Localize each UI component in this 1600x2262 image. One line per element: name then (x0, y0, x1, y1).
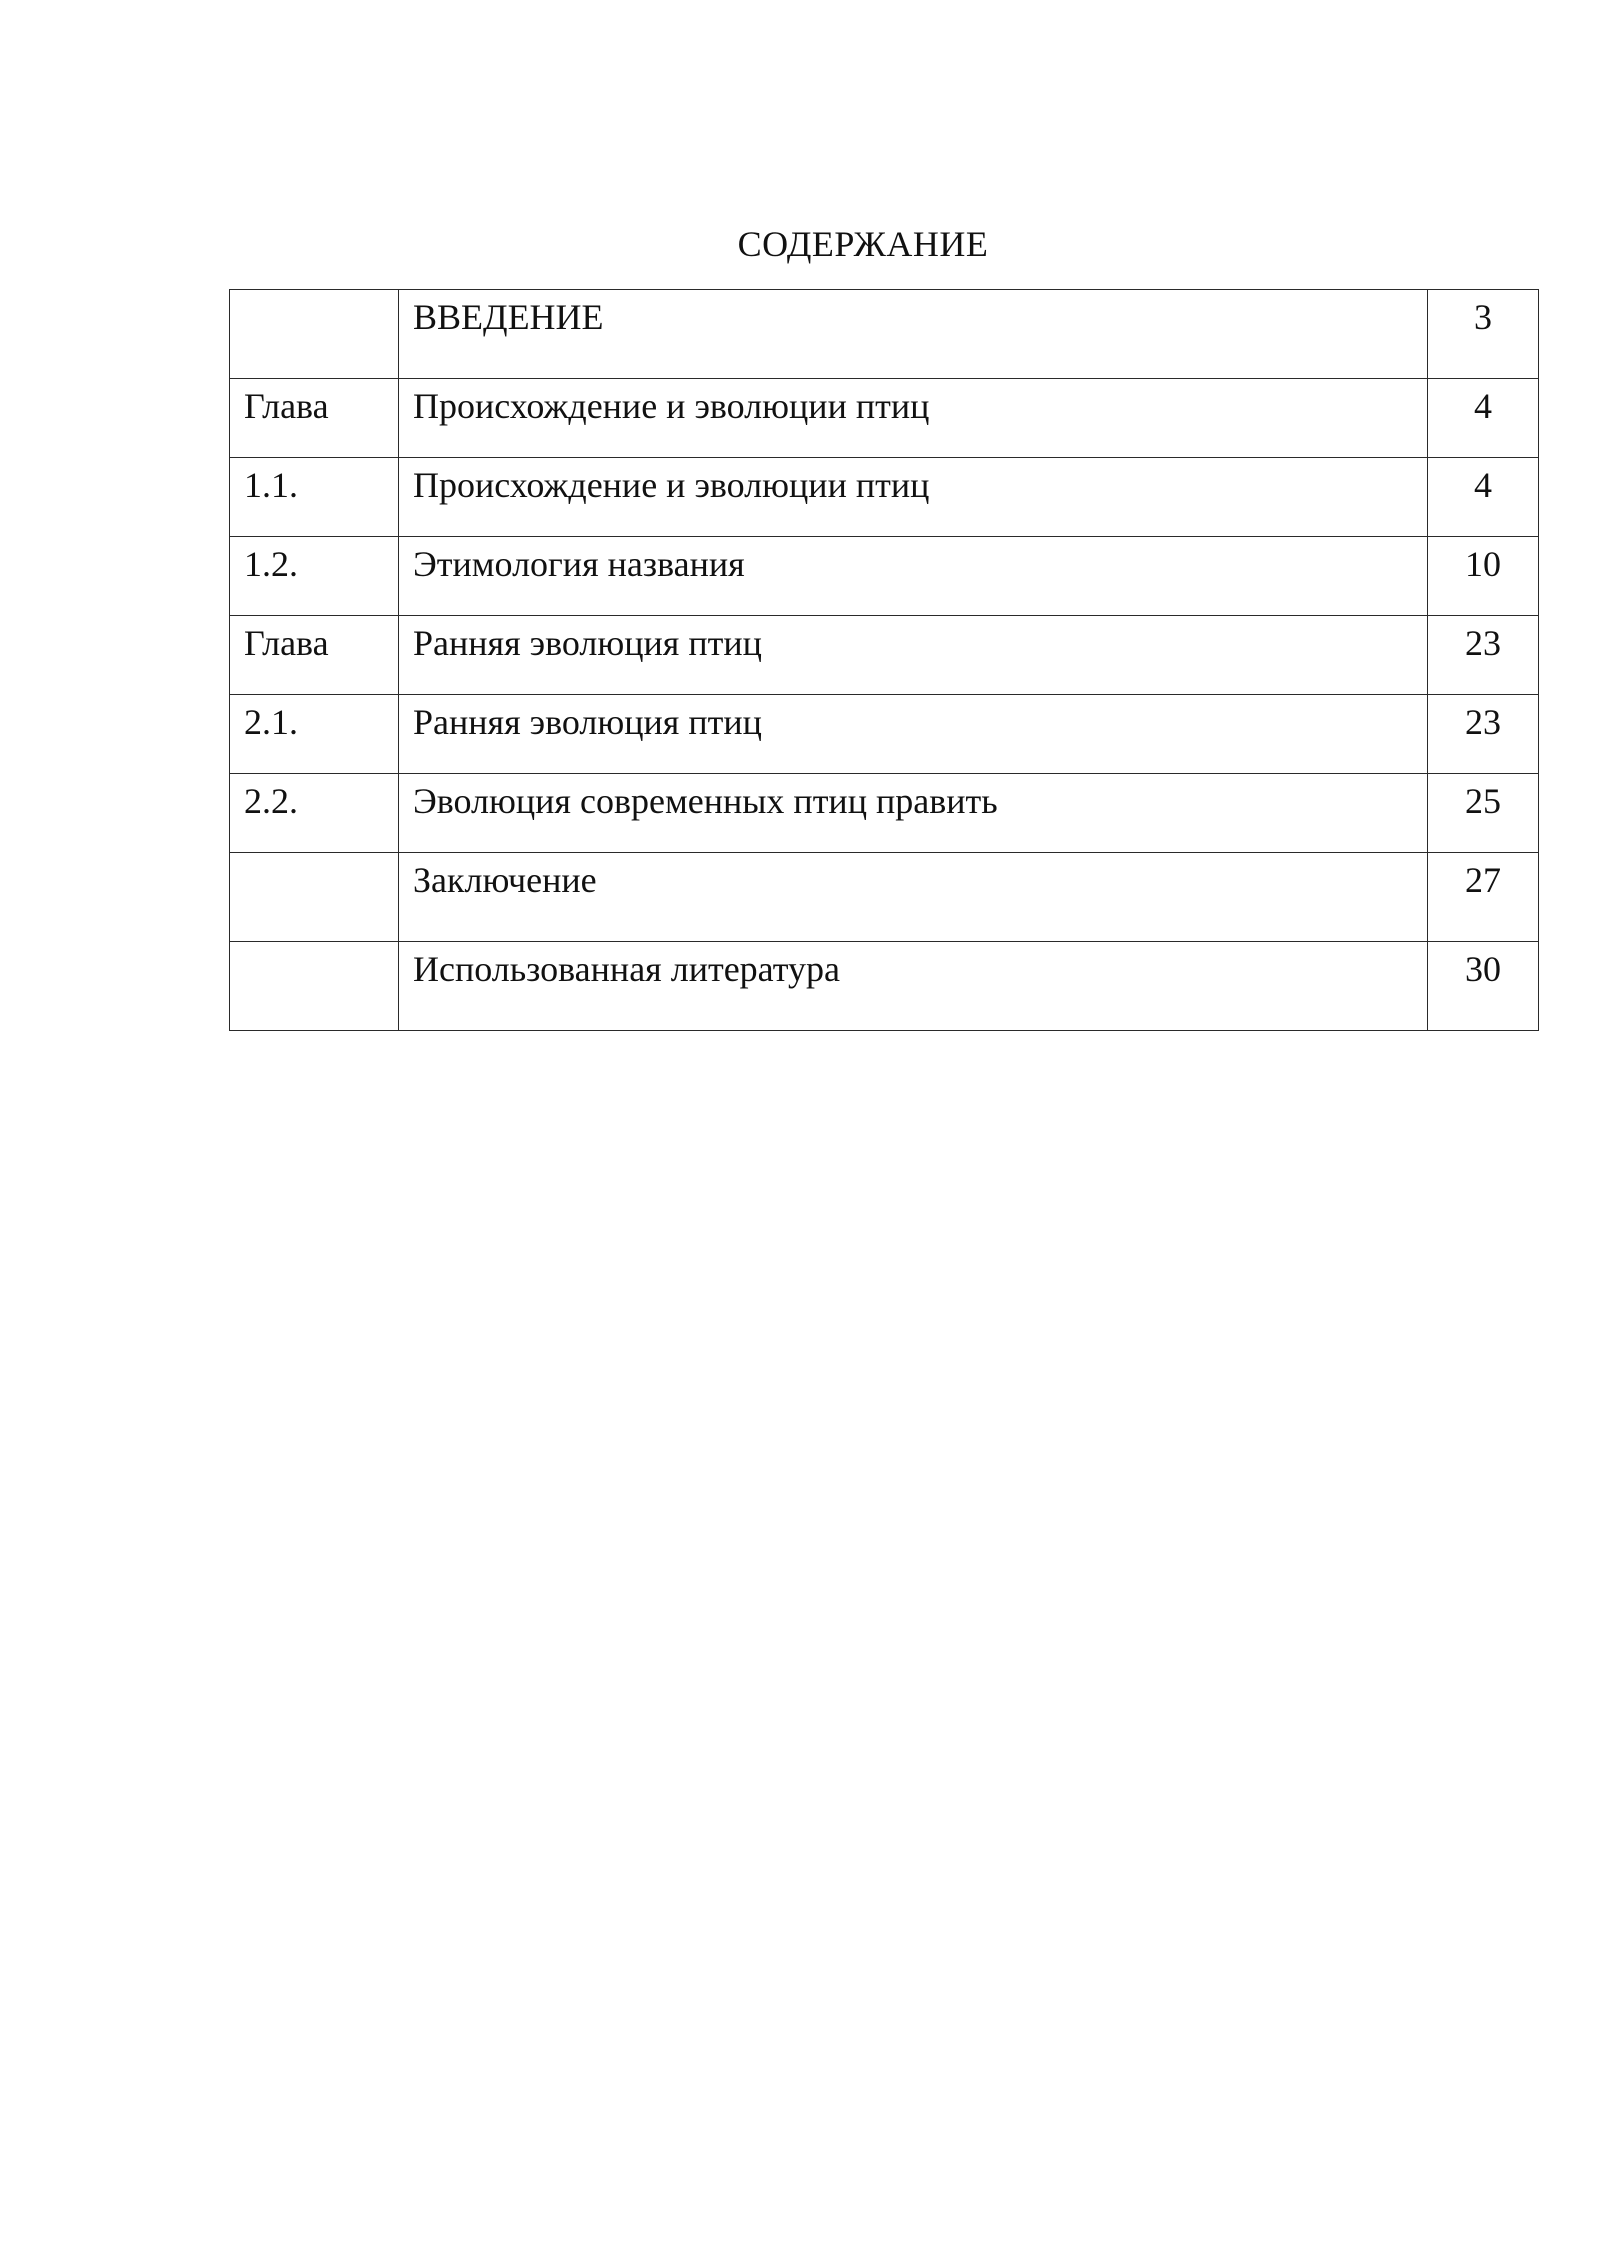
toc-page: 27 (1428, 853, 1539, 942)
toc-row (230, 774, 1539, 853)
toc-page: 30 (1428, 942, 1539, 1031)
toc-page: 25 (1428, 774, 1539, 853)
toc-number: Глава (230, 379, 399, 458)
toc-number: Глава (230, 616, 399, 695)
page-title: СОДЕРЖАНИЕ (737, 224, 989, 264)
toc-row (230, 290, 1539, 379)
toc-page: 10 (1428, 537, 1539, 616)
toc-number (230, 942, 399, 1031)
toc-row (230, 616, 1539, 695)
toc-page: 3 (1428, 290, 1539, 379)
toc-row (230, 853, 1539, 942)
toc-number: 1.1. (230, 458, 399, 537)
toc-page: 4 (1428, 379, 1539, 458)
toc-row (230, 537, 1539, 616)
toc-number (230, 290, 399, 379)
toc-row (230, 379, 1539, 458)
toc-title: Эволюция современных птиц править (399, 774, 1428, 853)
toc-number (230, 853, 399, 942)
toc-title: Этимология названия (399, 537, 1428, 616)
toc-row (230, 695, 1539, 774)
toc-page: 23 (1428, 695, 1539, 774)
toc-row (230, 458, 1539, 537)
toc-title: ВВЕДЕНИЕ (399, 290, 1428, 379)
toc-title: Ранняя эволюция птиц (399, 695, 1428, 774)
toc-title: Ранняя эволюция птиц (399, 616, 1428, 695)
toc-title: Происхождение и эволюции птиц (399, 458, 1428, 537)
toc-row (230, 942, 1539, 1031)
toc-page: 4 (1428, 458, 1539, 537)
toc-title: Заключение (399, 853, 1428, 942)
toc-number: 2.1. (230, 695, 399, 774)
toc-title: Использованная литература (399, 942, 1428, 1031)
toc-number: 1.2. (230, 537, 399, 616)
toc-title: Происхождение и эволюции птиц (399, 379, 1428, 458)
toc-number: 2.2. (230, 774, 399, 853)
toc-page: 23 (1428, 616, 1539, 695)
table-of-contents (229, 289, 1539, 1031)
